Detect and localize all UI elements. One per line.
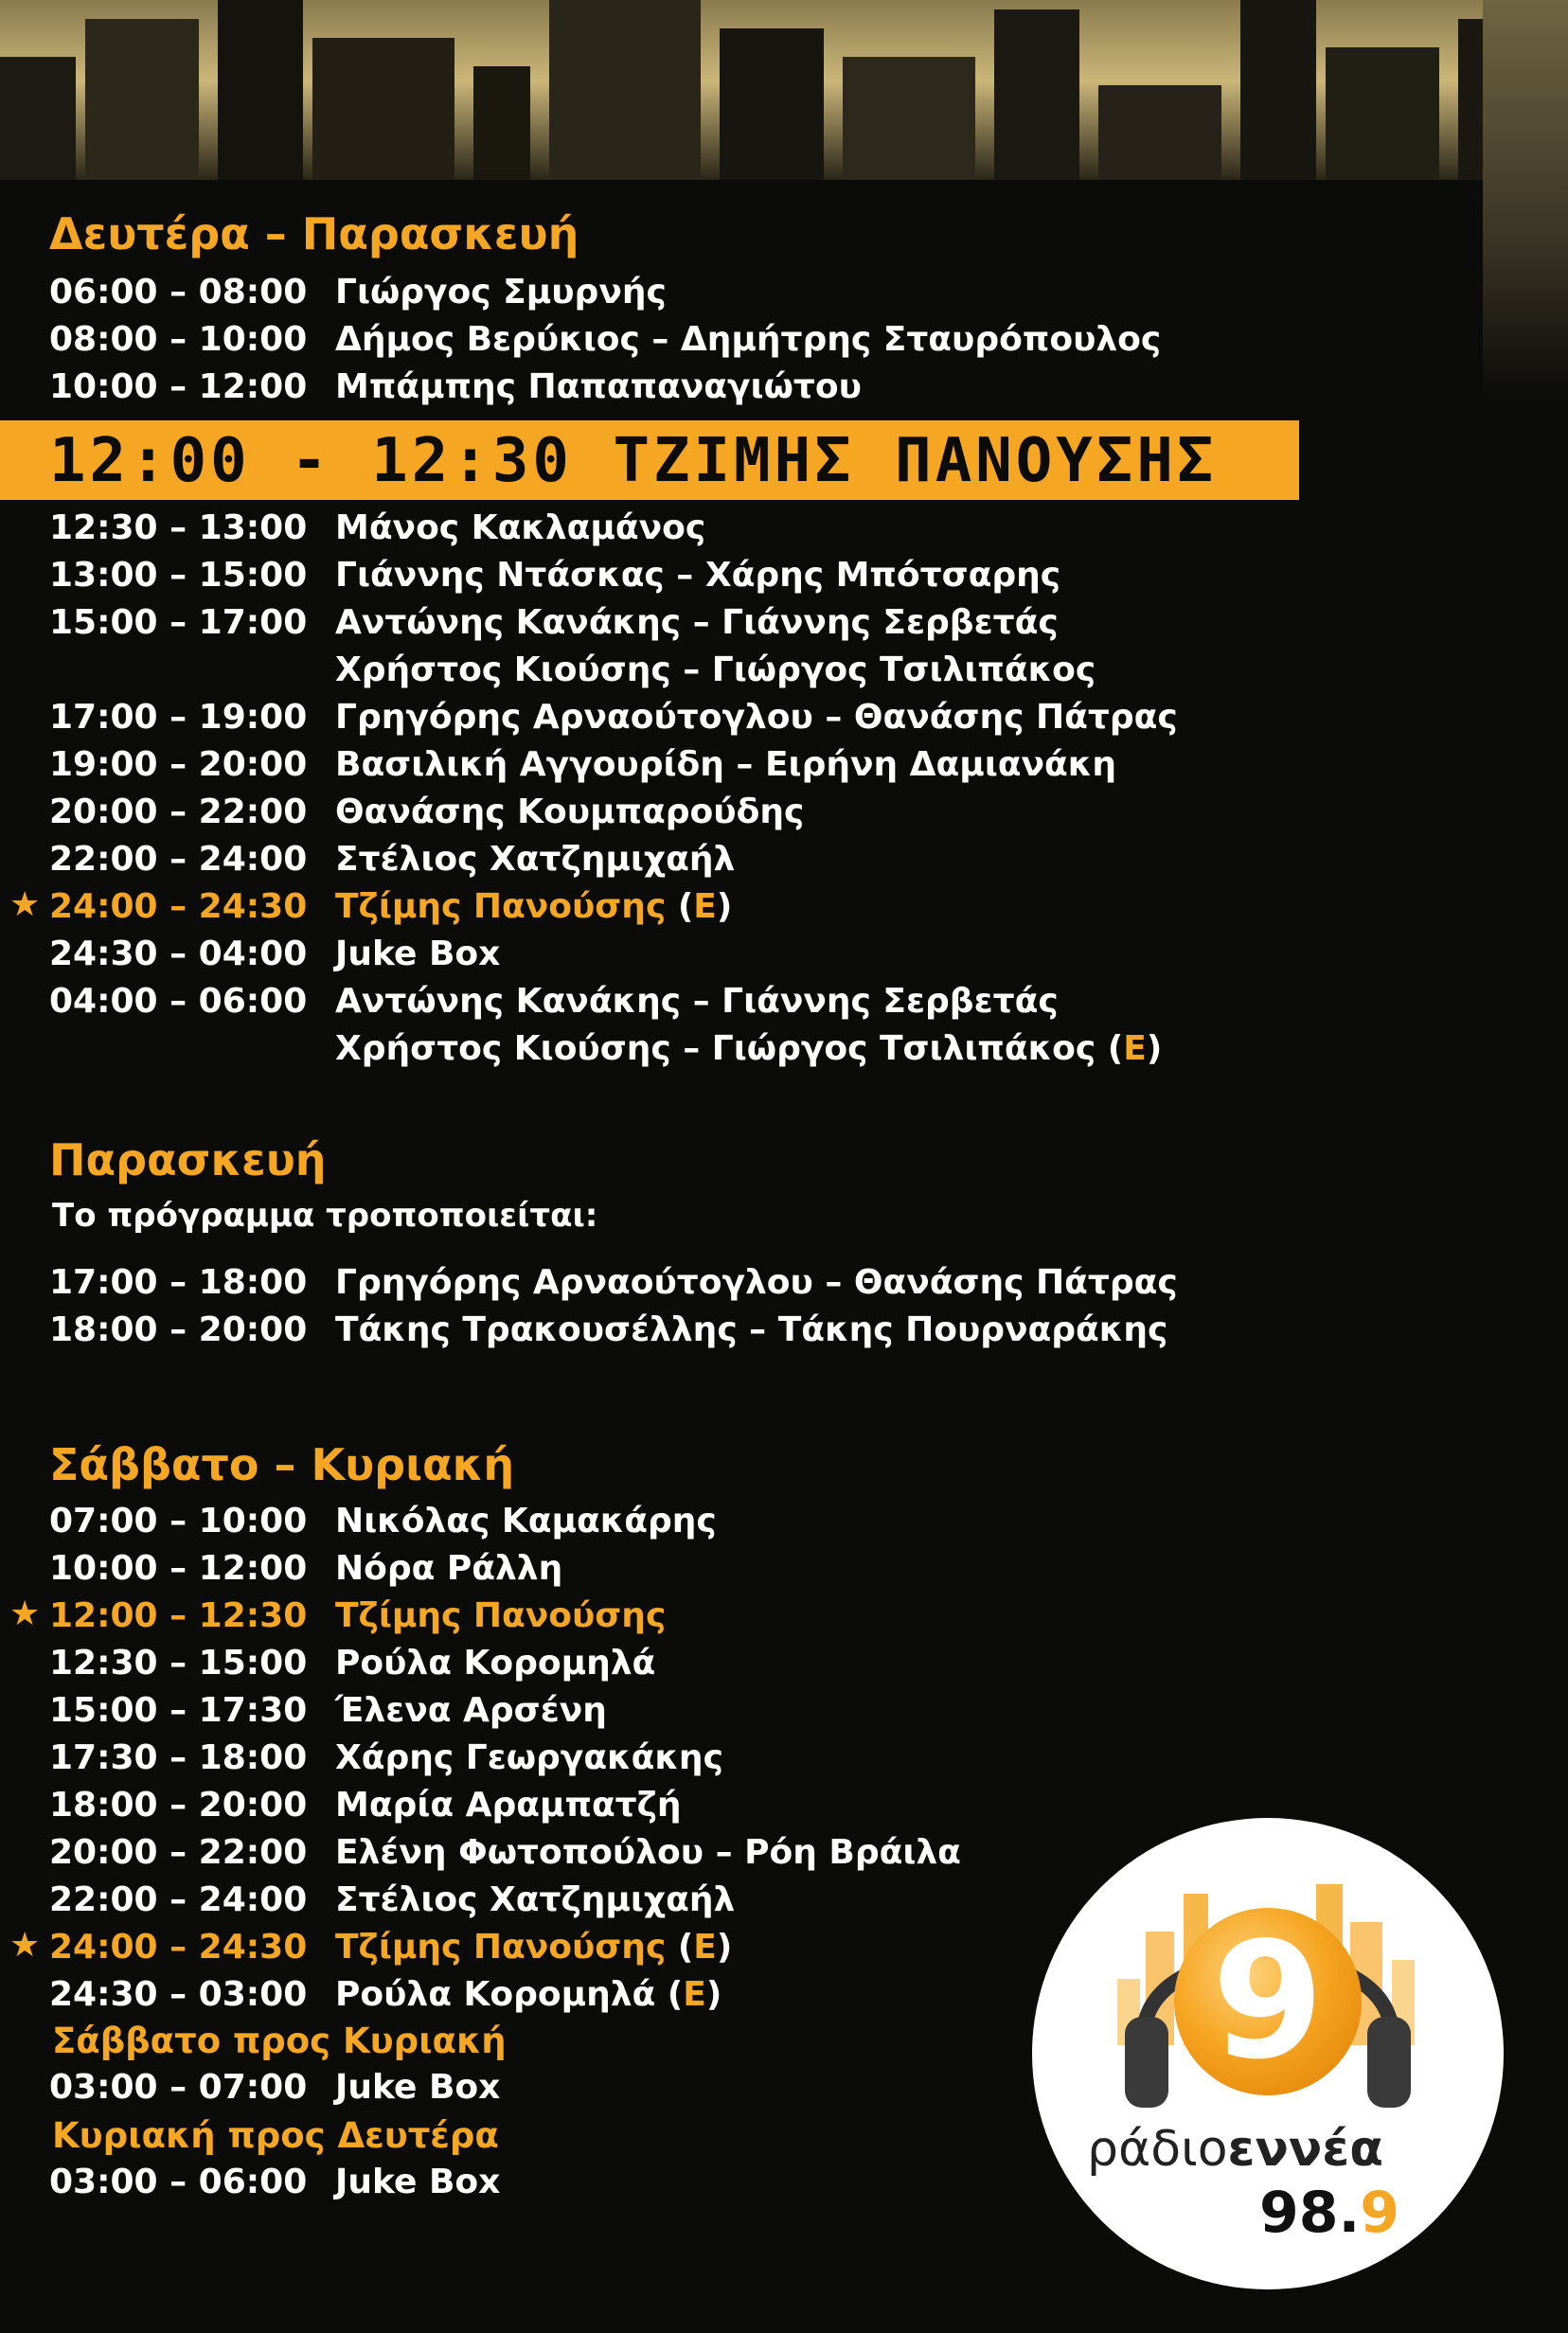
time-slot: 06:00 – 08:00 bbox=[49, 273, 308, 312]
rerun-mark: Ε bbox=[683, 1975, 706, 2014]
host-name: Δήμος Βερύκιος – Δημήτρης Σταυρόπουλος bbox=[335, 320, 1162, 359]
rerun-mark: Ε bbox=[693, 887, 717, 926]
sun-to-mon-title: Κυριακή προς Δευτέρα bbox=[52, 2115, 499, 2156]
rerun-mark: Ε bbox=[693, 1928, 717, 1967]
weekdays-title: Δευτέρα – Παρασκευή bbox=[49, 208, 579, 259]
host-name: Μάνος Κακλαμάνος bbox=[335, 508, 706, 547]
time-slot: 12:30 – 13:00 bbox=[49, 508, 308, 547]
weekend-title: Σάββατο – Κυριακή bbox=[49, 1439, 515, 1490]
host-name: Τζίμης Πανούσης bbox=[335, 1596, 667, 1635]
featured-show-banner bbox=[0, 420, 1299, 500]
time-slot: 03:00 – 07:00 bbox=[49, 2068, 308, 2107]
host-name: Juke Box bbox=[335, 2068, 501, 2107]
host-name: Στέλιος Χατζημιχαήλ bbox=[335, 840, 736, 879]
logo-frequency bbox=[1259, 2180, 1399, 2246]
time-slot: 24:00 – 24:30 bbox=[49, 887, 308, 926]
host-name: Έλενα Αρσένη bbox=[335, 1691, 607, 1730]
host-name: Γιώργος Σμυρνής bbox=[335, 273, 667, 312]
time-slot: 18:00 – 20:00 bbox=[49, 1786, 308, 1825]
host-name: Τζίμης Πανούσης (Ε) bbox=[335, 887, 733, 926]
right-edge-image bbox=[1483, 0, 1568, 398]
host-name: Ρούλα Κορομηλά (Ε) bbox=[335, 1975, 722, 2014]
time-slot: 12:00 – 12:30 bbox=[49, 1596, 308, 1635]
time-slot: 20:00 – 22:00 bbox=[49, 793, 308, 831]
logo-name bbox=[1087, 2121, 1383, 2178]
time-slot: 17:00 – 18:00 bbox=[49, 1263, 308, 1302]
host-name: Μαρία Αραμπατζή bbox=[335, 1786, 682, 1825]
station-logo bbox=[1032, 1818, 1504, 2289]
featured-show-text: 12:00 - 12:30 ΤΖΙΜΗΣ ΠΑΝΟΥΣΗΣ bbox=[49, 426, 1218, 496]
star-icon: ★ bbox=[9, 1594, 41, 1633]
host-name: Γιάννης Ντάσκας – Χάρης Μπότσαρης bbox=[335, 556, 1061, 595]
host-name: Νόρα Ράλλη bbox=[335, 1549, 563, 1588]
skyline-silhouette bbox=[0, 0, 1568, 180]
time-slot: 22:00 – 24:00 bbox=[49, 840, 308, 879]
time-slot: 10:00 – 12:00 bbox=[49, 367, 308, 406]
host-name: Juke Box bbox=[335, 935, 501, 973]
host-name: Χρήστος Κιούσης – Γιώργος Τσιλιπάκος bbox=[335, 650, 1096, 689]
host-name-text: Τζίμης Πανούσης bbox=[335, 887, 667, 926]
skyline-header-image bbox=[0, 0, 1568, 180]
host-name: Τάκης Τρακουσέλλης – Τάκης Πουρναράκης bbox=[335, 1310, 1168, 1349]
host-name: Χρήστος Κιούσης – Γιώργος Τσιλιπάκος (Ε) bbox=[335, 1029, 1163, 1068]
star-icon: ★ bbox=[9, 885, 41, 924]
host-name-text: Τζίμης Πανούσης bbox=[335, 1928, 667, 1967]
host-name: Νικόλας Καμακάρης bbox=[335, 1502, 717, 1540]
host-name: Βασιλική Αγγουρίδη – Ειρήνη Δαμιανάκη bbox=[335, 745, 1116, 784]
time-slot: 04:00 – 06:00 bbox=[49, 982, 308, 1021]
time-slot: 10:00 – 12:00 bbox=[49, 1549, 308, 1588]
host-name: Μπάμπης Παπαπαναγιώτου bbox=[335, 367, 862, 406]
host-name: Ρούλα Κορομηλά bbox=[335, 1644, 656, 1683]
host-name: Juke Box bbox=[335, 2163, 501, 2201]
time-slot: 15:00 – 17:00 bbox=[49, 603, 308, 642]
time-slot: 15:00 – 17:30 bbox=[49, 1691, 308, 1730]
host-name: Στέλιος Χατζημιχαήλ bbox=[335, 1880, 736, 1919]
sat-to-sun-title: Σάββατο προς Κυριακή bbox=[52, 2021, 507, 2061]
time-slot: 18:00 – 20:00 bbox=[49, 1310, 308, 1349]
time-slot: 24:30 – 03:00 bbox=[49, 1975, 308, 2014]
time-slot: 19:00 – 20:00 bbox=[49, 745, 308, 784]
time-slot: 03:00 – 06:00 bbox=[49, 2163, 308, 2201]
friday-note: Το πρόγραμμα τροποποιείται: bbox=[52, 1197, 598, 1235]
logo-freq-dec: 9 bbox=[1360, 2180, 1400, 2246]
time-slot: 17:30 – 18:00 bbox=[49, 1738, 308, 1777]
host-name: Θανάσης Κουμπαρούδης bbox=[335, 793, 805, 831]
time-slot: 07:00 – 10:00 bbox=[49, 1502, 308, 1540]
logo-freq-int: 98. bbox=[1259, 2180, 1361, 2246]
host-name: Αντώνης Κανάκης – Γιάννης Σερβετάς bbox=[335, 982, 1059, 1021]
time-slot: 20:00 – 22:00 bbox=[49, 1833, 308, 1872]
host-name: Γρηγόρης Αρναούτογλου – Θανάσης Πάτρας bbox=[335, 1263, 1178, 1302]
time-slot: 08:00 – 10:00 bbox=[49, 320, 308, 359]
host-name: Ελένη Φωτοπούλου – Ρόη Βράιλα bbox=[335, 1833, 961, 1872]
host-name: Αντώνης Κανάκης – Γιάννης Σερβετάς bbox=[335, 603, 1059, 642]
host-name: Χάρης Γεωργακάκης bbox=[335, 1738, 723, 1777]
logo-name-light: ράδιο bbox=[1087, 2121, 1228, 2178]
time-slot: 24:00 – 24:30 bbox=[49, 1928, 308, 1967]
host-name: Τζίμης Πανούσης (Ε) bbox=[335, 1928, 733, 1967]
time-slot: 17:00 – 19:00 bbox=[49, 698, 308, 737]
logo-digit: 9 bbox=[1174, 1908, 1362, 2095]
logo-name-bold: εννέα bbox=[1227, 2121, 1383, 2178]
host-name-text: Χρήστος Κιούσης – Γιώργος Τσιλιπάκος bbox=[335, 1029, 1096, 1068]
host-name: Γρηγόρης Αρναούτογλου – Θανάσης Πάτρας bbox=[335, 698, 1178, 737]
time-slot: 13:00 – 15:00 bbox=[49, 556, 308, 595]
time-slot: 24:30 – 04:00 bbox=[49, 935, 308, 973]
friday-title: Παρασκευή bbox=[49, 1134, 327, 1185]
host-name-text: Ρούλα Κορομηλά bbox=[335, 1975, 656, 2014]
star-icon: ★ bbox=[9, 1926, 41, 1965]
rerun-mark: Ε bbox=[1123, 1029, 1147, 1068]
time-slot: 12:30 – 15:00 bbox=[49, 1644, 308, 1683]
time-slot: 22:00 – 24:00 bbox=[49, 1880, 308, 1919]
